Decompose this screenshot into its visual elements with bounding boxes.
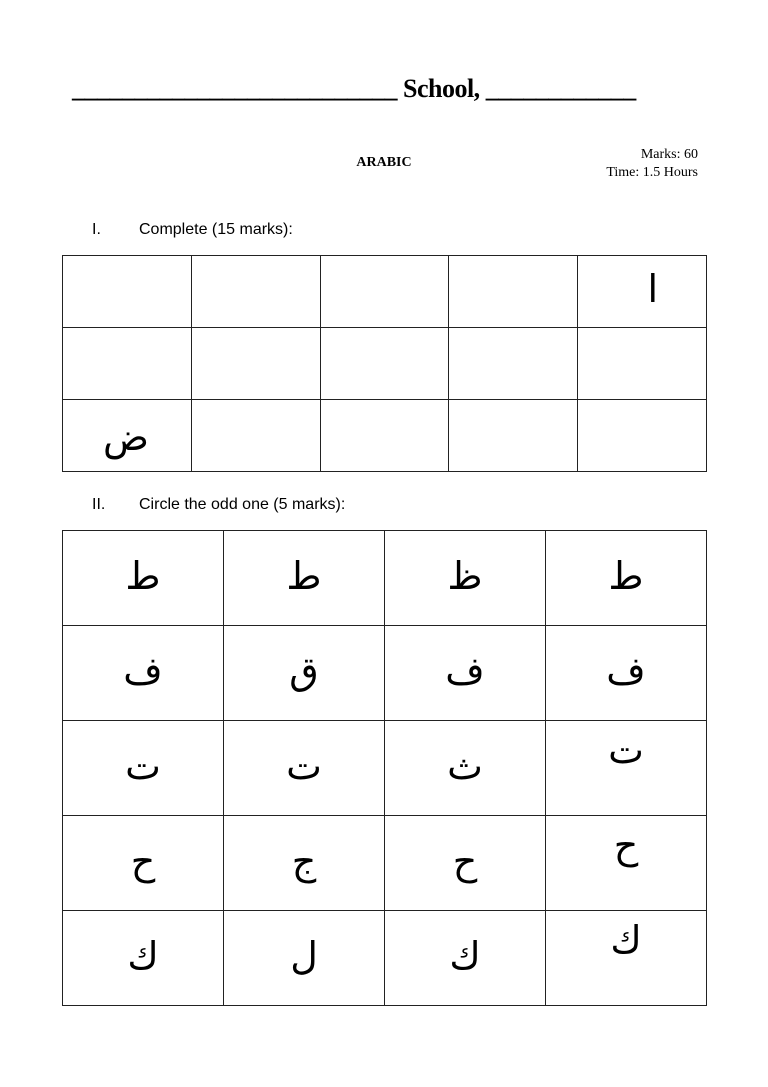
odd-one-option[interactable] <box>224 721 385 816</box>
complete-cell[interactable] <box>578 328 707 400</box>
complete-cell[interactable] <box>191 400 320 472</box>
complete-cell[interactable] <box>449 400 578 472</box>
arabic-letter: ح <box>130 839 156 883</box>
arabic-letter: ف <box>445 649 485 693</box>
arabic-letter: ف <box>123 649 163 693</box>
arabic-letter: ح <box>613 823 639 867</box>
arabic-letter: ت <box>125 744 161 788</box>
odd-one-option[interactable] <box>63 721 224 816</box>
complete-row <box>63 256 707 328</box>
exam-meta <box>606 146 698 182</box>
complete-cell[interactable] <box>320 256 449 328</box>
odd-one-option[interactable] <box>385 911 546 1006</box>
odd-one-option[interactable] <box>546 626 707 721</box>
complete-cell[interactable] <box>63 256 192 328</box>
complete-cell[interactable] <box>63 400 192 472</box>
arabic-letter: ث <box>447 744 483 788</box>
odd-one-option[interactable] <box>63 816 224 911</box>
complete-cell[interactable] <box>191 328 320 400</box>
arabic-letter: ك <box>127 934 159 978</box>
arabic-letter: ك <box>610 918 642 962</box>
school-name-blank[interactable]: __________________________ <box>72 74 397 103</box>
arabic-letter: ت <box>286 744 322 788</box>
complete-row <box>63 400 707 472</box>
odd-one-option[interactable] <box>224 626 385 721</box>
complete-cell[interactable] <box>320 400 449 472</box>
odd-one-option[interactable] <box>385 626 546 721</box>
odd-one-row <box>63 816 707 911</box>
arabic-letter: ج <box>291 839 317 883</box>
arabic-letter: ا <box>647 267 658 311</box>
odd-one-row <box>63 531 707 626</box>
arabic-letter: ط <box>125 554 161 598</box>
arabic-letter: ت <box>608 728 644 772</box>
time-limit: Time: 1.5 Hours <box>606 165 698 180</box>
section-2-heading <box>92 496 345 514</box>
complete-cell[interactable] <box>449 328 578 400</box>
odd-one-option[interactable] <box>224 816 385 911</box>
arabic-letter: ف <box>606 649 646 693</box>
complete-cell[interactable] <box>191 256 320 328</box>
complete-row <box>63 328 707 400</box>
section-2-title: Circle the odd one (5 marks): <box>139 496 346 513</box>
complete-cell[interactable] <box>449 256 578 328</box>
odd-one-table <box>62 530 707 1006</box>
odd-one-option[interactable] <box>385 531 546 626</box>
marks-total: Marks: 60 <box>640 147 698 162</box>
odd-one-option[interactable] <box>385 721 546 816</box>
arabic-letter: ق <box>289 649 319 693</box>
arabic-letter: ك <box>449 934 481 978</box>
odd-one-row <box>63 626 707 721</box>
date-blank[interactable]: ____________ <box>485 74 636 103</box>
odd-one-option[interactable] <box>63 531 224 626</box>
odd-one-option[interactable] <box>224 531 385 626</box>
odd-one-option[interactable] <box>546 816 707 911</box>
arabic-letter: ط <box>608 554 644 598</box>
section-1-title: Complete (15 marks): <box>139 221 293 238</box>
section-2-number: II. <box>92 496 106 513</box>
odd-one-option[interactable] <box>546 911 707 1006</box>
odd-one-option[interactable] <box>224 911 385 1006</box>
complete-cell[interactable] <box>578 256 707 328</box>
odd-one-option[interactable] <box>63 626 224 721</box>
arabic-letter: ط <box>286 554 322 598</box>
subject-title: ARABIC <box>356 155 412 170</box>
arabic-letter: ظ <box>447 554 483 598</box>
section-1-number: I. <box>92 221 101 238</box>
complete-cell[interactable] <box>578 400 707 472</box>
complete-table <box>62 255 707 472</box>
arabic-letter: ل <box>290 934 318 978</box>
header-school-line <box>72 74 712 104</box>
odd-one-option[interactable] <box>385 816 546 911</box>
odd-one-row <box>63 911 707 1006</box>
odd-one-option[interactable] <box>546 721 707 816</box>
odd-one-option[interactable] <box>546 531 707 626</box>
complete-cell[interactable] <box>63 328 192 400</box>
odd-one-option[interactable] <box>63 911 224 1006</box>
section-1-heading <box>92 221 293 239</box>
arabic-letter: ح <box>452 839 478 883</box>
odd-one-row <box>63 721 707 816</box>
school-label: School, <box>403 74 480 103</box>
arabic-letter: ض <box>103 415 149 459</box>
complete-cell[interactable] <box>320 328 449 400</box>
